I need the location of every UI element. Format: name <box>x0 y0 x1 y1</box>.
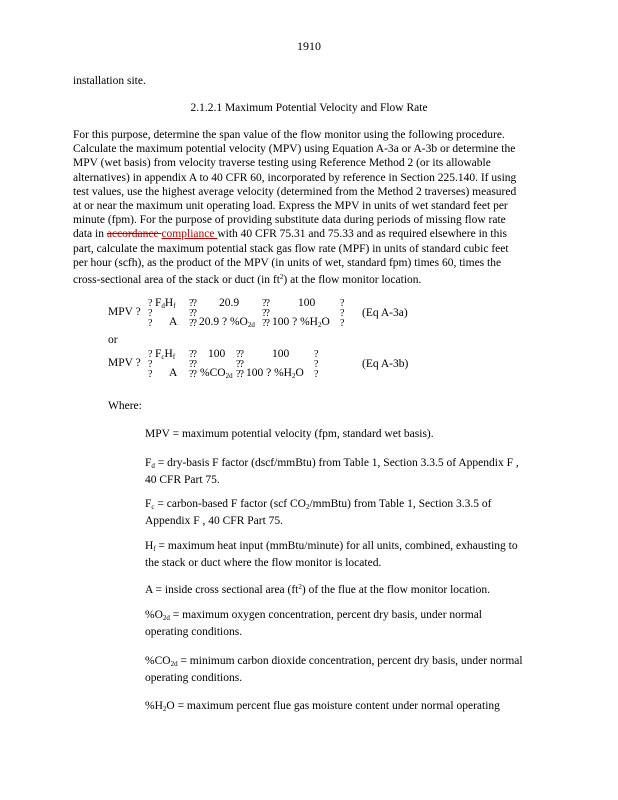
subscript: f <box>153 545 156 553</box>
glyph-placeholder: ? <box>148 369 152 380</box>
paragraph-line: alternatives) in appendix A to 40 CFR 60, incorporated by reference in Section 225.140. If using <box>73 171 517 184</box>
symbol: %H <box>145 700 163 712</box>
subscript: c <box>151 503 155 511</box>
subscript: 2 <box>305 503 310 511</box>
glyph-placeholder: ?? <box>189 308 196 319</box>
paragraph-line <box>73 270 543 287</box>
glyph-placeholder: ? <box>340 308 344 319</box>
glyph-placeholder: ? <box>314 369 318 380</box>
symbol: %O <box>145 609 163 621</box>
glyph-placeholder: ?? <box>189 369 196 380</box>
glyph-placeholder: ?? <box>189 298 196 309</box>
definition-text <box>145 699 545 716</box>
subscript: 2 <box>292 372 296 380</box>
superscript: 2 <box>279 273 284 282</box>
fraction-1-denominator: A <box>169 316 178 328</box>
paragraph-line: MPV (wet basis) from velocity traverse testing using Reference Method 2 (or its allowable <box>73 157 491 170</box>
definition-text: MPV = maximum potential velocity (fpm, standard wet basis). <box>145 428 434 440</box>
glyph-placeholder: ? <box>148 308 152 319</box>
definition-text <box>145 608 545 625</box>
definition-text: operating conditions. <box>145 626 243 639</box>
definition-o2 <box>145 608 545 640</box>
definition-mpv <box>145 427 545 441</box>
definition-text <box>145 654 545 671</box>
text-run: ) at the flow monitor location. <box>283 274 422 287</box>
paragraph-line: test values, use the highest average velocity (determined from the Method 2 traverses) measured <box>73 185 517 198</box>
text-run: ) of the flue at the flow monitor location. <box>301 584 490 596</box>
text-run: data in <box>73 228 107 241</box>
glyph-placeholder: ?? <box>262 298 269 309</box>
subscript: 2d <box>247 321 255 329</box>
or-text: or <box>108 334 118 346</box>
glyph-placeholder: ? <box>340 318 344 329</box>
text-run: with 40 CFR 75.31 and 75.33 and as required elsewhere in this <box>217 228 508 241</box>
symbol: H <box>164 348 173 360</box>
superscript: 2 <box>298 583 302 591</box>
text-run: O <box>295 367 304 379</box>
subscript: d <box>151 462 155 470</box>
fraction-2-denominator <box>200 367 233 380</box>
subscript: 2 <box>318 321 322 329</box>
paragraph-line: part, calculate the maximum potential stack gas flow rate (MPF) in units of standard cubic feet <box>73 242 509 255</box>
equation-lhs: MPV ? <box>108 357 141 369</box>
definition-text <box>145 497 545 514</box>
definition-h2o <box>145 699 545 716</box>
symbol: H <box>145 540 154 552</box>
definition-co2 <box>145 654 545 686</box>
text-run: = maximum heat input (mmBtu/minute) for all units, combined, exhausting to <box>158 540 518 552</box>
paragraph-line: at or near the maximum unit operating load. Express the MPV in units of wet standard feet per <box>73 200 508 213</box>
glyph-placeholder: ? <box>148 349 152 360</box>
definition-area <box>145 580 545 597</box>
paragraph-line: For this purpose, determine the span value of the flow monitor using the following procedure. <box>73 129 505 141</box>
glyph-placeholder: ? <box>148 318 152 329</box>
text-run: /mmBtu) from Table 1, Section 3.3.5 of <box>309 498 492 510</box>
deleted-text: accordance <box>106 228 162 241</box>
symbol: F <box>155 297 162 309</box>
fraction-3-numerator: 100 <box>298 297 316 309</box>
definition-text <box>145 580 545 597</box>
symbol: F <box>145 498 152 510</box>
paragraph-line: Calculate the maximum potential velocity (MPV) using Equation A-3a or A-3b or determine the <box>73 143 516 156</box>
fraction-1-denominator: A <box>169 367 178 379</box>
where-label: Where: <box>108 400 142 412</box>
text-run: = maximum oxygen concentration, percent dry basis, under normal <box>172 609 482 621</box>
intro-line: installation site. <box>73 75 146 87</box>
fraction-3-numerator: 100 <box>272 348 290 360</box>
fraction-2-numerator: 100 <box>208 348 226 360</box>
text-run: = carbon-based F factor (scf CO <box>157 498 306 510</box>
glyph-placeholder: ? <box>340 298 344 309</box>
glyph-placeholder: ?? <box>189 318 196 329</box>
subscript: 2d <box>225 372 233 380</box>
text-run: A = inside cross sectional area (ft <box>145 584 299 596</box>
equation-tag: (Eq A-3b) <box>362 358 409 370</box>
symbol: F <box>145 457 152 469</box>
body-paragraph <box>73 128 543 287</box>
symbol: F <box>155 348 162 360</box>
fraction-2-numerator: 20.9 <box>219 297 240 309</box>
definition-text: operating conditions. <box>145 672 243 685</box>
glyph-placeholder: ?? <box>236 359 243 370</box>
text-run: 20.9 ? %O <box>199 316 248 328</box>
definition-fc <box>145 497 545 529</box>
glyph-placeholder: ? <box>148 359 152 370</box>
subscript: f <box>172 353 176 361</box>
symbol: H <box>164 297 174 309</box>
text-run: cross-sectional area of the stack or duct (in ft <box>73 274 280 287</box>
fraction-3-denominator <box>246 367 304 380</box>
subscript: 2d <box>162 614 170 622</box>
subscript: f <box>173 302 176 310</box>
fraction-2-denominator <box>199 316 255 329</box>
glyph-placeholder: ?? <box>262 308 269 319</box>
fraction-1-numerator <box>155 348 175 361</box>
definition-text <box>145 539 545 556</box>
fraction-3-denominator <box>272 316 330 329</box>
glyph-placeholder: ?? <box>189 359 196 370</box>
glyph-placeholder: ?? <box>189 349 196 360</box>
text-run: = dry-basis F factor (dscf/mmBtu) from Table 1, Section 3.3.5 of Appendix F , <box>157 457 519 469</box>
paragraph-line-tracked <box>73 227 543 241</box>
glyph-placeholder: ?? <box>236 349 243 360</box>
definition-hf <box>145 539 545 571</box>
definition-text: Appendix F , 40 CFR Part 75. <box>145 515 284 528</box>
subscript: 2d <box>170 660 178 668</box>
glyph-placeholder: ? <box>148 298 152 309</box>
subscript: d <box>161 302 165 310</box>
definition-fd <box>145 456 545 488</box>
subscript: 2 <box>162 705 167 713</box>
symbol: %CO <box>145 655 171 667</box>
equation-a3b <box>108 348 528 384</box>
text-run: %CO <box>200 367 226 379</box>
text-run: = minimum carbon dioxide concentration, percent dry basis, under normal <box>180 655 523 667</box>
text-run: 100 ? %H <box>246 367 292 379</box>
page-number: 1910 <box>297 39 321 53</box>
text-run: 100 ? %H <box>272 316 318 328</box>
glyph-placeholder: ?? <box>236 369 243 380</box>
glyph-placeholder: ? <box>314 349 318 360</box>
inserted-text: compliance <box>161 228 218 241</box>
section-heading: 2.1.2.1 Maximum Potential Velocity and Flow Rate <box>190 102 428 114</box>
glyph-placeholder: ?? <box>262 318 269 329</box>
paragraph-line: minute (fpm). For the purpose of providing substitute data during periods of missing flow rate <box>73 214 506 227</box>
definition-text: the stack or duct where the flow monitor is located. <box>145 557 382 570</box>
equation-a3a <box>108 297 528 333</box>
text-run: O <box>321 316 330 328</box>
glyph-placeholder: ? <box>314 359 318 370</box>
definition-text <box>145 456 545 473</box>
definition-text: 40 CFR Part 75. <box>145 474 220 487</box>
paragraph-line: per hour (scfh), as the product of the MPV (in units of wet, standard fpm) times 60, times the <box>73 256 502 269</box>
text-run: O = maximum percent flue gas moisture content under normal operating <box>166 700 500 712</box>
equation-tag: (Eq A-3a) <box>362 307 408 319</box>
subscript: c <box>161 353 165 361</box>
fraction-1-numerator <box>155 297 176 310</box>
equation-lhs: MPV ? <box>108 306 141 318</box>
